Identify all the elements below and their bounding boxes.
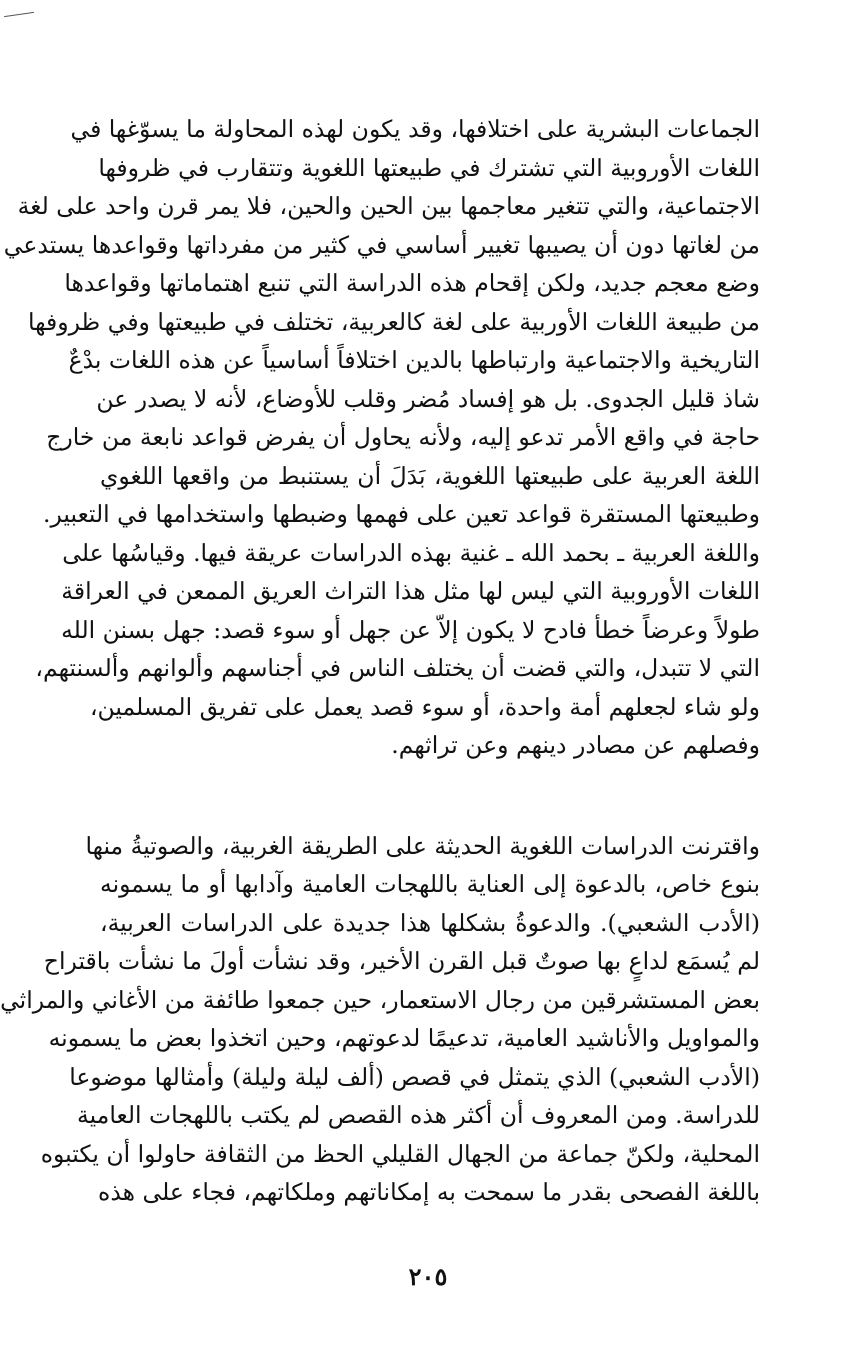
page-number: ٢٠٥ [408,1262,448,1291]
text-line: اللغات الأوروبية التي ليس لها مثل هذا التراث العريق الممعن في العراقة [61,577,760,605]
text-line: المحلية، ولكنّ جماعة من الجهال القليلي الحظ من الثقافة حاولوا أن يكتبوه [40,1139,760,1168]
page-body [0,110,760,1290]
text-line: (الأدب الشعبي) الذي يتمثل في قصص (ألف ليلة وليلة) وأمثالها موضوعا [69,1062,760,1091]
text-line: وطبيعتها المستقرة قواعد تعين على فهمها وضبطها واستخدامها في التعبير. [42,500,760,528]
text-line: بعض المستشرقين من رجال الاستعمار، حين جمعوا طائفة من الأغاني والمراثي [0,985,760,1014]
text-line: التاريخية والاجتماعية وارتباطها بالدين اختلافاً أساسياً عن هذه اللغات بدْعٌ [68,346,760,374]
text-line: ولو شاء لجعلهم أمة واحدة، أو سوء قصد يعمل على تفريق المسلمين، [89,692,760,721]
text-line: الاجتماعية، والتي تتغير معاجمها بين الحين والحين، فلا يمر قرن واحد على لغة [17,192,760,220]
text-line: واقترنت الدراسات اللغوية الحديثة على الطريقة الغربية، والصوتيةُ منها [85,831,760,860]
text-line: (الأدب الشعبي). والدعوةُ بشكلها هذا جديدة على الدراسات العربية، [100,908,760,937]
text-line: لم يُسمَع لداعٍ بها صوتٌ قبل القرن الأخير، وقد نشأت أولَ ما نشأت باقتراح [43,947,760,975]
text-line: اللغة العربية على طبيعتها اللغوية، بَدَلَ أن يستنبط من واقعها اللغوي [100,461,760,490]
text-line: من لغاتها دون أن يصيبها تغيير أساسي في كثير من مفرداتها وقواعدها يستدعي [3,230,760,259]
text-line: الجماعات البشرية على اختلافها، وقد يكون لهذه المحاولة ما يسوّغها في [70,115,760,143]
text-line: وفصلهم عن مصادر دينهم وعن تراثهم. [391,731,760,759]
text-line: التي لا تتبدل، والتي قضت أن يختلف الناس في أجناسهم وألوانهم وألسنتهم، [35,654,760,682]
text-line: للدراسة. ومن المعروف أن أكثر هذه القصص لم يكتب باللهجات العامية [77,1101,760,1129]
text-line: طولاً وعرضاً خطأ فادح لا يكون إلاّ عن جهل أو سوء قصد: جهل بسنن الله [61,615,760,644]
text-line: واللغة العربية ـ بحمد الله ـ غنية بهذه الدراسات عريقة فيها. وقياسُها على [62,538,760,567]
text-line: باللغة الفصحى بقدر ما سمحت به إمكاناتهم وملكاتهم، فجاء على هذه [98,1178,760,1206]
paragraph-1 [3,110,760,765]
text-line: وضع معجم جديد، ولكن إقحام هذه الدراسة التي تنبع اهتماماتها وقواعدها [64,269,760,297]
paragraph-2 [0,827,760,1212]
text-line: اللغات الأوروبية التي تشترك في طبيعتها اللغوية وتتقارب في ظروفها [98,153,760,182]
text-line: بنوع خاص، بالدعوة إلى العناية باللهجات العامية وآدابها أو ما يسمونه [100,870,760,898]
paragraph-gap [100,765,760,827]
text-line: والمواويل والأناشيد العامية، تدعيمًا لدعوتهم، وحين اتخذوا بعض ما يسمونه [48,1024,760,1052]
text-line: حاجة في واقع الأمر تدعو إليه، ولأنه يحاول أن يفرض قواعد نابعة من خارج [46,423,760,451]
text-line: شاذ قليل الجدوى. بل هو إفساد مُضر وقلب للأوضاع، لأنه لا يصدر عن [96,384,760,413]
text-line: من طبيعة اللغات الأوربية على لغة كالعربية، تختلف في طبيعتها وفي ظروفها [28,307,760,336]
scan-corner-mark [4,12,34,17]
